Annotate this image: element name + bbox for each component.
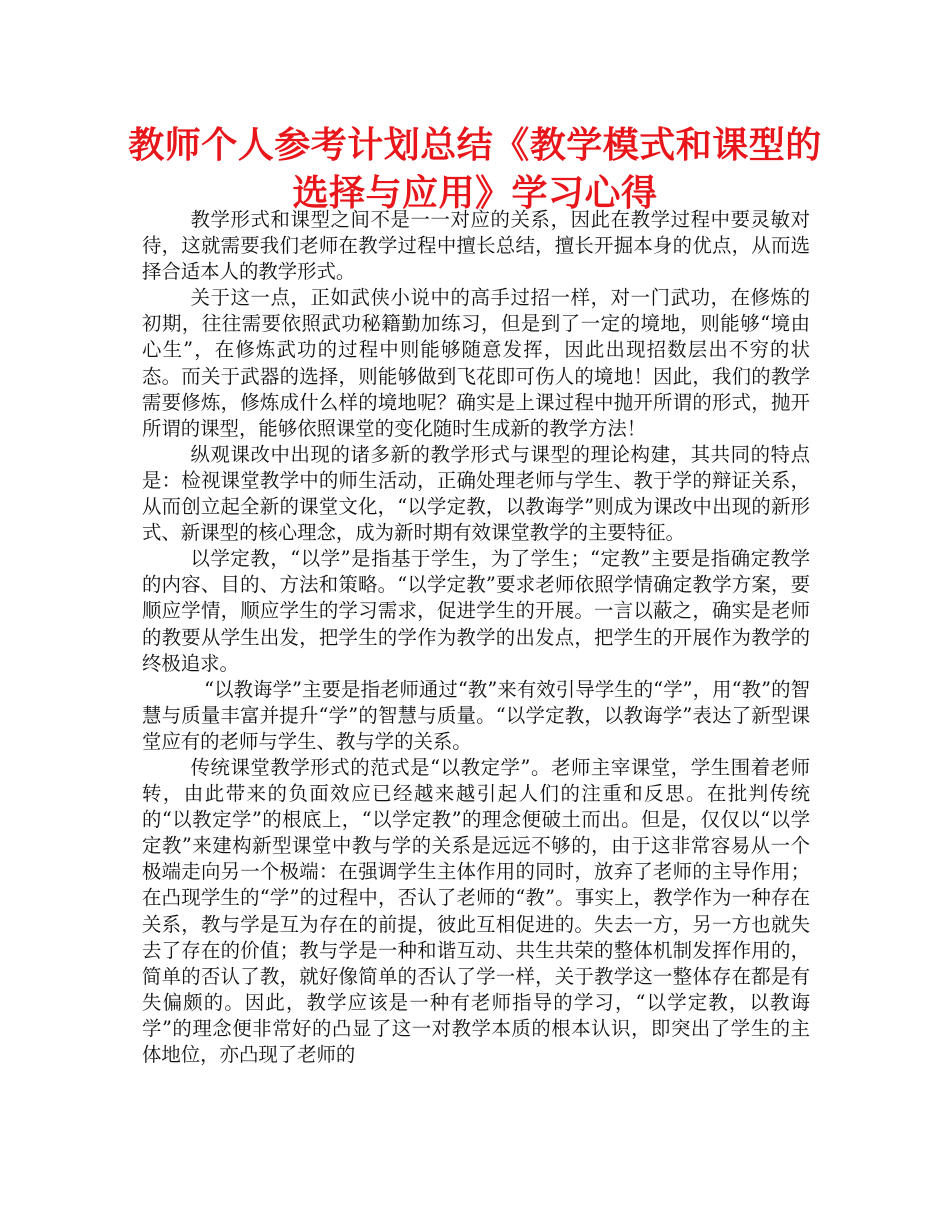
paragraph-1: 教学形式和课型之间不是一一对应的关系，因此在教学过程中要灵敏对待，这就需要我们老师在教学过程中擅长总结，擅长开掘本身的优点，从而选择合适本人的教学形式。 (142, 208, 810, 284)
paragraph-4: 以学定教，“以学”是指基于学生，为了学生；“定教”主要是指确定教学的内容、目的、方法和策略。“以学定教”要求老师依照学情确定教学方案，要顺应学情，顺应学生的学习需求，促进学生的开展。一言以蔽之，确实是老师的教要从学生出发，把学生的学作为教学的出发点，把学生的开展作为教学的终极追求。 (142, 547, 810, 675)
paragraph-5: “以教诲学”主要是指老师通过“教”来有效引导学生的“学”，用“教”的智慧与质量丰富并提升“学”的智慧与质量。“以学定教，以教诲学”表达了新型课堂应有的老师与学生、教与学的关系。 (142, 677, 810, 753)
paragraph-6: 传统课堂教学形式的范式是“以教定学”。老师主宰课堂，学生围着老师转，由此带来的负面效应已经越来越引起人们的注重和反思。在批判传统的“以教定学”的根底上，“以学定教”的理念便破土而出。但是，仅仅以“以学定教”来建构新型课堂中教与学的关系是远远不够的，由于这非常容易从一个极端走向另一个极端：在强调学生主体作用的同时，放弃了老师的主导作用；在凸现学生的“学”的过程中，否认了老师的“教”。事实上，教学作为一种存在关系，教与学是互为存在的前提，彼此互相促进的。失去一方，另一方也就失去了存在的价值；教与学是一种和谐互动、共生共荣的整体机制发挥作用的，简单的否认了教，就好像简单的否认了学一样，关于教学这一整体存在都是有失偏颇的。因此，教学应该是一种有老师指导的学习，“以学定教，以教诲学”的理念便非常好的凸显了这一对教学本质的根本认识，即突出了学生的主体地位，亦凸现了老师的 (142, 755, 810, 1066)
document-title: 教师个人参考计划总结《教学模式和课型的选择与应用》学习心得 (128, 125, 822, 214)
paragraph-2: 关于这一点，正如武侠小说中的高手过招一样，对一门武功，在修炼的初期，往往需要依照武功秘籍勤加练习，但是到了一定的境地，则能够“境由心生”，在修炼武功的过程中则能够随意发挥，因此出现招数层出不穷的状态。而关于武器的选择，则能够做到飞花即可伤人的境地！因此，我们的教学需要修炼，修炼成什么样的境地呢？确实是上课过程中抛开所谓的形式，抛开所谓的课型，能够依照课堂的变化随时生成新的教学方法！ (142, 286, 810, 440)
paragraph-3: 纵观课改中出现的诸多新的教学形式与课型的理论构建，其共同的特点是：检视课堂教学中的师生活动，正确处理老师与学生、教于学的辩证关系，从而创立起全新的课堂文化，“以学定教，以教诲学”则成为课改中出现的新形式、新课型的核心理念，成为新时期有效课堂教学的主要特征。 (142, 442, 810, 545)
document-body (142, 207, 810, 1068)
